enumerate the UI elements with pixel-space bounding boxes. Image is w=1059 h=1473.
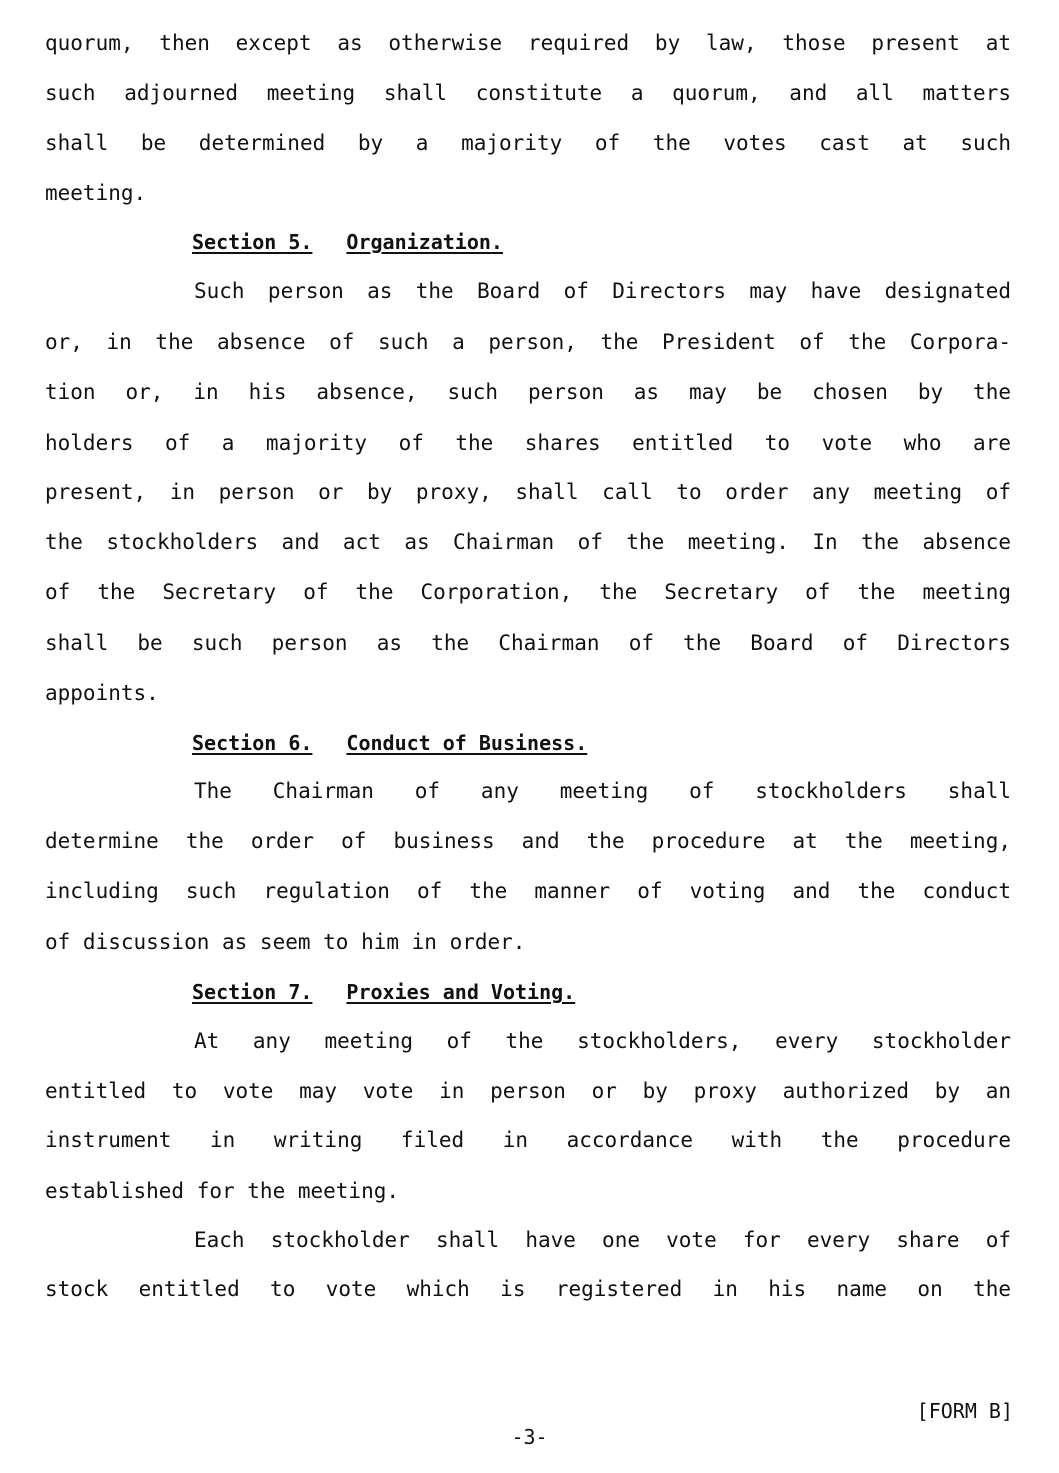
paragraph-line: instrument in writing filed in accordance with the procedure	[45, 1128, 1011, 1152]
paragraph-line: appoints.	[45, 681, 159, 705]
section-title: Organization.	[346, 230, 503, 254]
paragraph-line: the stockholders and act as Chairman of the meeting. In the absence	[45, 530, 1011, 554]
paragraph-line: shall be such person as the Chairman of the Board of Directors	[45, 631, 1011, 655]
section-heading	[192, 728, 587, 758]
paragraph-line: such adjourned meeting shall constitute a quorum, and all matters	[45, 81, 1011, 105]
paragraph-line: shall be determined by a majority of the votes cast at such	[45, 131, 1011, 155]
paragraph-line: Such person as the Board of Directors may have designated	[194, 279, 1011, 303]
paragraph-line: of the Secretary of the Corporation, the Secretary of the meeting	[45, 580, 1011, 604]
paragraph-line: holders of a majority of the shares entitled to vote who are	[45, 431, 1011, 455]
paragraph-line: meeting.	[45, 181, 147, 205]
paragraph-line: The Chairman of any meeting of stockholders shall	[194, 779, 1011, 803]
paragraph-line: or, in the absence of such a person, the President of the Corpora-	[45, 330, 1011, 354]
section-title: Proxies and Voting.	[346, 980, 576, 1004]
section-heading	[192, 977, 575, 1007]
paragraph-line: tion or, in his absence, such person as may be chosen by the	[45, 380, 1011, 404]
paragraph-line: including such regulation of the manner of voting and the conduct	[45, 879, 1011, 903]
paragraph-line: Each stockholder shall have one vote for every share of	[194, 1228, 1011, 1252]
section-number: Section 7.	[192, 980, 313, 1004]
paragraph-line: At any meeting of the stockholders, every stockholder	[194, 1029, 1011, 1053]
paragraph-line: present, in person or by proxy, shall call to order any meeting of	[45, 480, 1011, 504]
paragraph-line: established for the meeting.	[45, 1179, 400, 1203]
paragraph-line: of discussion as seem to him in order.	[45, 930, 526, 954]
paragraph-line: quorum, then except as otherwise required by law, those present at	[45, 31, 1011, 55]
section-number: Section 5.	[192, 230, 313, 254]
paragraph-line: determine the order of business and the procedure at the meeting,	[45, 829, 1011, 853]
section-heading	[192, 227, 503, 257]
paragraph-line: entitled to vote may vote in person or by proxy authorized by an	[45, 1079, 1011, 1103]
section-title: Conduct of Business.	[346, 731, 588, 755]
section-number: Section 6.	[192, 731, 313, 755]
page-number: -3-	[511, 1425, 548, 1449]
paragraph-line: stock entitled to vote which is registered in his name on the	[45, 1277, 1011, 1301]
form-label: [FORM B]	[916, 1399, 1013, 1423]
